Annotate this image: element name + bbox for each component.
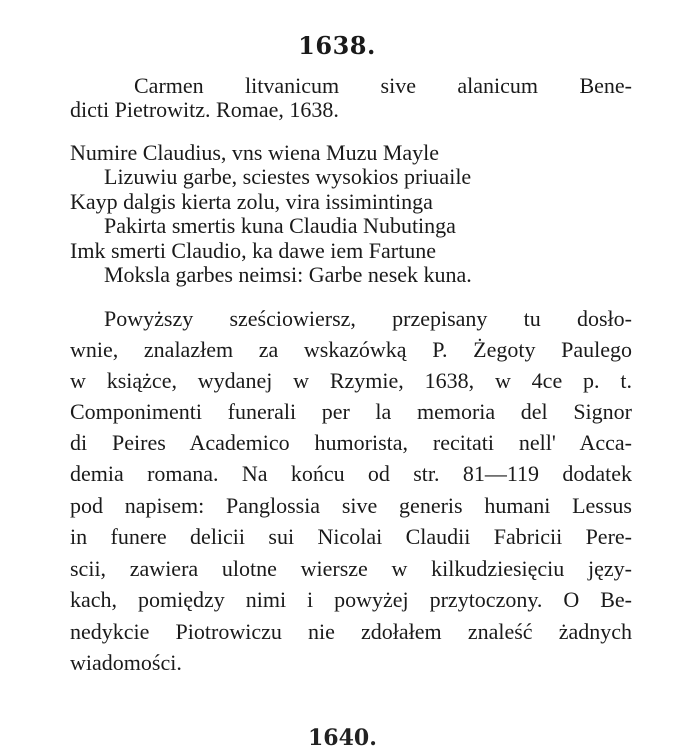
poem-line-1: Numire Claudius, vns wiena Muzu Mayle: [70, 140, 440, 165]
paragraph-line: Componimenti funerali per la memoria del Signor: [70, 399, 632, 424]
entry-title-line-1: Carmen litvanicum sive alanicum Bene-: [134, 73, 632, 98]
next-entry-heading-cut: 1640.: [308, 725, 377, 751]
paragraph-line: pod napisem: Panglossia sive generis humani Lessus: [70, 493, 632, 518]
paragraph-line: Powyższy sześciowiersz, przepisany tu dosło-: [104, 306, 632, 331]
paragraph-line: w książce, wydanej w Rzymie, 1638, w 4ce p. t.: [70, 368, 632, 393]
paragraph-line: wiadomości.: [70, 650, 182, 675]
paragraph-line: kach, pomiędzy nimi i powyżej przytoczony. O Be-: [70, 587, 632, 612]
poem-line-5: Imk smerti Claudio, ka dawe iem Fartune: [70, 238, 436, 263]
poem-line-4: Pakirta smertis kuna Claudia Nubutinga: [104, 213, 456, 238]
poem-line-3: Kayp dalgis kierta zolu, vira issimintinga: [70, 189, 433, 214]
paragraph-line: scii, zawiera ulotne wiersze w kilkudziesięciu języ-: [70, 556, 632, 581]
paragraph-line: in funere delicii sui Nicolai Claudii Fabricii Pere-: [70, 524, 632, 549]
poem-line-6: Moksla garbes neimsi: Garbe nesek kuna.: [104, 262, 472, 287]
paragraph-line: nedykcie Piotrowiczu nie zdołałem znaleść żadnych: [70, 619, 632, 644]
paragraph-line: demia romana. Na końcu od str. 81—119 dodatek: [70, 461, 632, 486]
paragraph-line: di Peires Academico humorista, recitati nell' Acca-: [70, 430, 632, 455]
year-heading: 1638.: [298, 31, 376, 60]
poem-line-2: Lizuwiu garbe, sciestes wysokios priuaile: [104, 164, 472, 189]
paragraph-line: wnie, znalazłem za wskazówką P. Żegoty Paulego: [70, 337, 632, 362]
entry-title-line-2: dicti Pietrowitz. Romae, 1638.: [70, 97, 339, 122]
